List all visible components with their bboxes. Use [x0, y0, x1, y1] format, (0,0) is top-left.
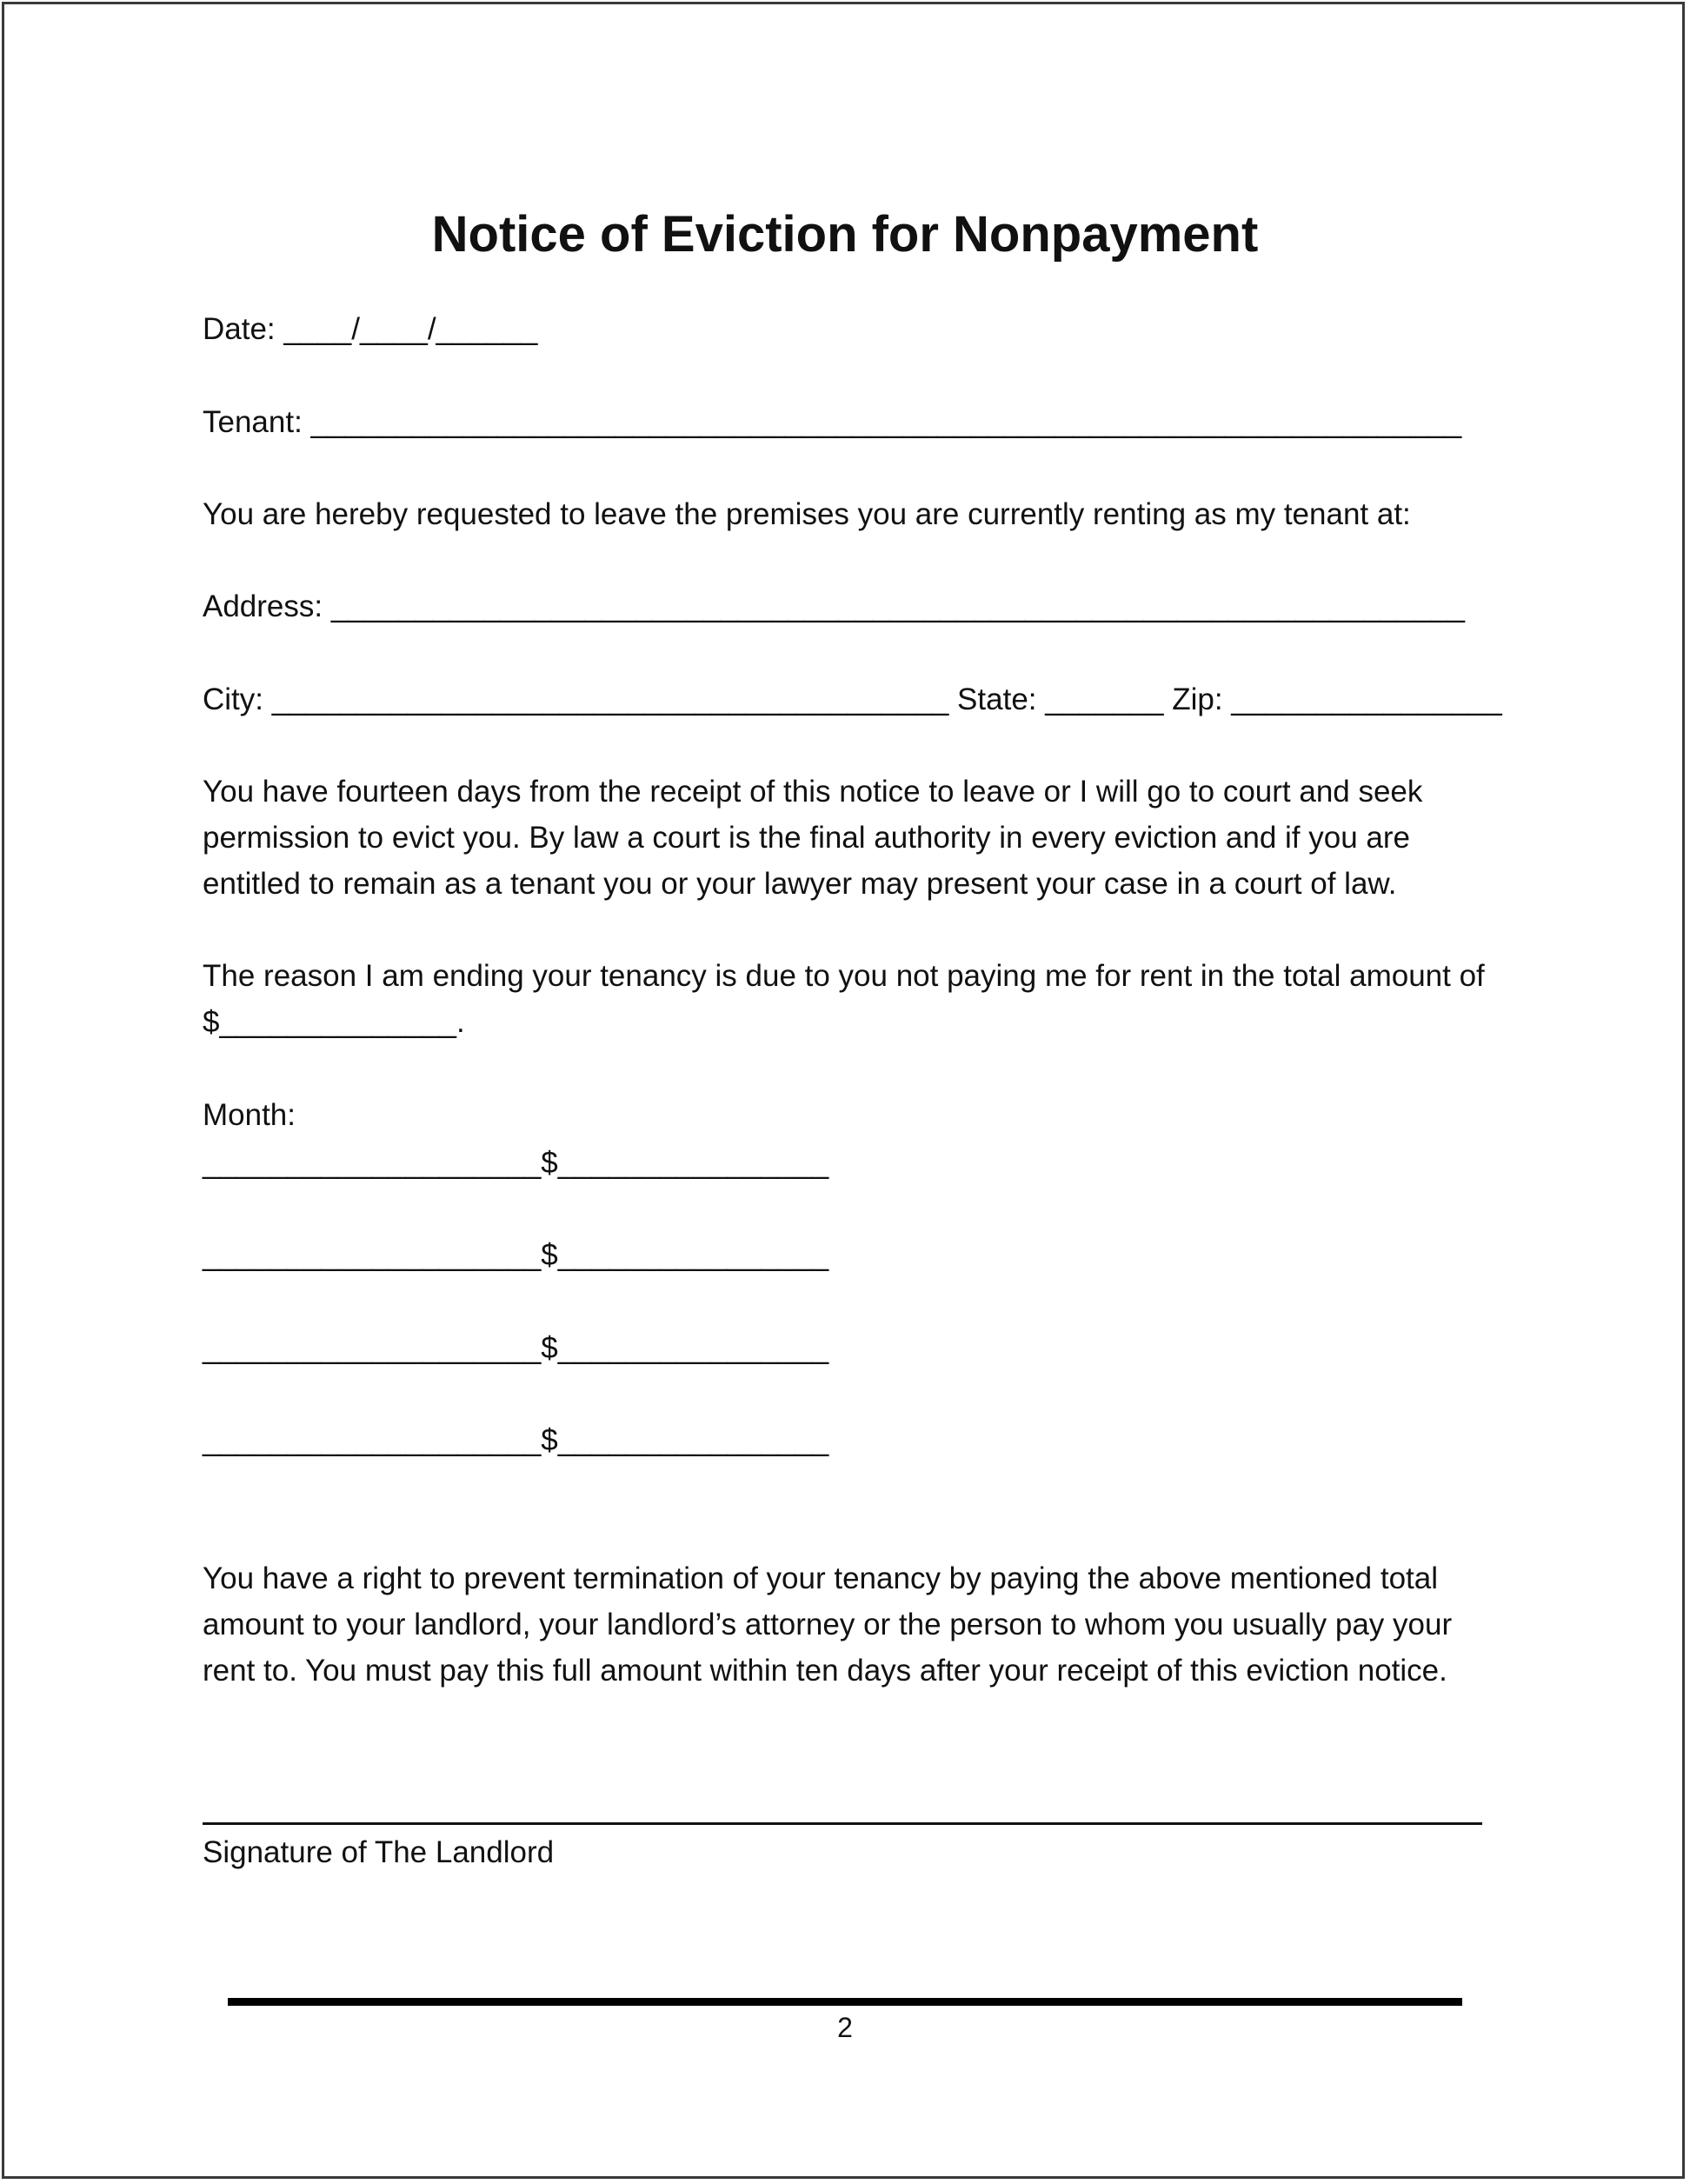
city-state-zip-field[interactable]: City: ________________________________________ State: _______ Zip: ________________ — [203, 682, 1502, 716]
rights-paragraph: You have a right to prevent termination of your tenancy by paying the above mentioned total amount to your landlord, your landlord’s attorney or the person to whom you usually pay your rent to. You must pay this full amount within ten days after your receipt of this eviction notice. — [203, 1561, 1453, 1688]
footer-rule — [228, 1998, 1462, 2006]
signature-line[interactable] — [203, 1822, 1482, 1825]
signature-label: Signature of The Landlord — [203, 1835, 555, 1869]
month-row[interactable]: ____________________$________________ — [203, 1146, 829, 1180]
page-number: 2 — [837, 2012, 853, 2043]
tenant-field[interactable]: Tenant: ____________________________________________________________________ — [203, 405, 1462, 439]
date-field[interactable]: Date: ____/____/______ — [203, 312, 538, 346]
month-row[interactable]: ____________________$________________ — [203, 1423, 829, 1457]
request-text: You are hereby requested to leave the premises you are currently renting as my tenant at: — [203, 497, 1411, 531]
document-title: Notice of Eviction for Nonpayment — [431, 206, 1259, 263]
notice-paragraph: You have fourteen days from the receipt of this notice to leave or I will go to court and seek permission to evict you. By law a court is the final authority in every eviction and if you are entitled to remain as a tenant you or your lawyer may present your case in a court of law. — [203, 775, 1423, 901]
month-row[interactable]: ____________________$________________ — [203, 1331, 829, 1365]
month-row[interactable]: ____________________$________________ — [203, 1238, 829, 1272]
reason-paragraph: The reason I am ending your tenancy is due to you not paying me for rent in the total amount of $______________. — [203, 959, 1485, 1039]
address-field[interactable]: Address: ___________________________________________________________________ — [203, 589, 1466, 623]
month-label: Month: — [203, 1098, 296, 1132]
